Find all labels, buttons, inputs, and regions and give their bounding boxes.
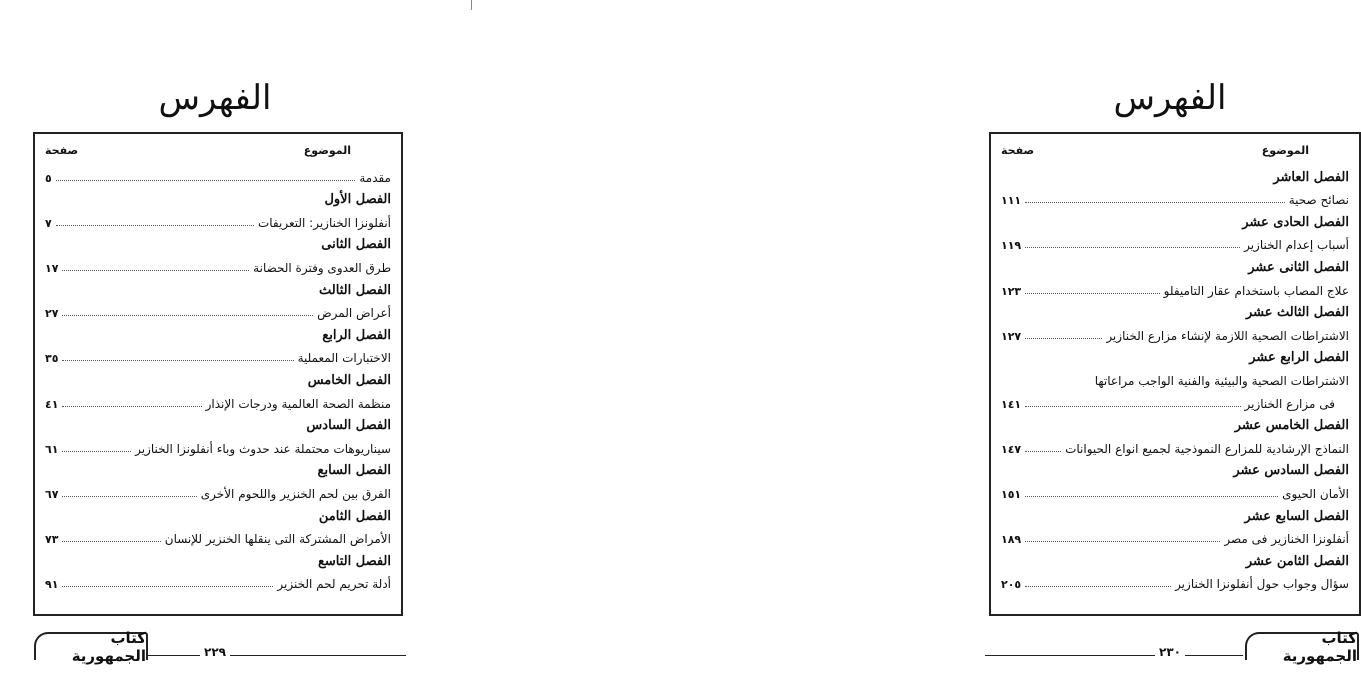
toc-entry: [1001, 569, 1349, 592]
chapter-title: الفصل الحادى عشر: [1242, 214, 1349, 230]
footer-rule: [148, 655, 406, 656]
dot-leader: [62, 315, 313, 316]
dot-leader: [56, 225, 254, 226]
footer-rule: [985, 655, 1243, 656]
entry-page-number: ١٢٧: [1001, 329, 1022, 343]
dot-leader: [1025, 406, 1240, 407]
toc-entry: [45, 388, 391, 411]
toc-entry: [45, 298, 391, 321]
entry-title: أدلة تحريم لحم الخنزير: [277, 577, 391, 592]
chapter-title: الفصل السابع: [317, 463, 391, 479]
entry-title: فى مزارع الخنازير: [1244, 396, 1335, 411]
page-column-header: صفحة: [1001, 143, 1035, 157]
chapter-title: الفصل الثامن عشر: [1245, 553, 1349, 569]
right-page: [475, 0, 1357, 683]
toc-rows: [45, 162, 391, 591]
entry-page-number: ٦١: [45, 442, 59, 456]
entry-page-number: ٢٠٥: [1001, 578, 1022, 592]
toc-entry: [45, 433, 391, 456]
chapter-heading: [1001, 252, 1349, 275]
chapter-heading: [45, 320, 391, 343]
entry-title: طرق العدوى وفترة الحضانة: [253, 260, 391, 275]
entry-title: الاشتراطات الصحية اللازمة لإنشاء مزارع الخنازير: [1106, 328, 1349, 343]
entry-page-number: ١١٩: [1001, 239, 1022, 253]
chapter-title: الفصل العاشر: [1273, 169, 1349, 185]
chapter-title: الفصل الثالث عشر: [1245, 305, 1349, 321]
dot-leader: [1025, 202, 1285, 203]
chapter-heading: [45, 365, 391, 388]
dot-leader: [1025, 496, 1278, 497]
toc-entry: [1001, 230, 1349, 253]
entry-title: النماذج الإرشادية للمزارع النموذجية لجميع انواع الحيوانات: [1065, 441, 1349, 456]
chapter-heading: [1001, 501, 1349, 524]
book-spine: [471, 0, 472, 10]
dot-leader: [62, 586, 273, 587]
page-title: الفهرس: [158, 78, 272, 118]
entry-page-number: ١٨٩: [1001, 533, 1022, 547]
chapter-heading: [45, 185, 391, 208]
toc-box: [33, 132, 403, 616]
entry-title: علاج المصاب باستخدام عقار التاميفلو: [1163, 283, 1349, 298]
entry-title: الاشتراطات الصحية والبيئية والفنية الواجب مراعاتها: [1094, 373, 1349, 388]
toc-entry: [1001, 433, 1349, 456]
entry-title: الاختبارات المعملية: [297, 351, 391, 366]
entry-page-number: ١٧: [45, 261, 59, 275]
entry-page-number: ٥: [45, 171, 52, 185]
entry-title: أسباب إعدام الخنازير: [1244, 238, 1349, 253]
page-column-header: صفحة: [45, 143, 79, 157]
entry-page-number: ١٥١: [1001, 487, 1022, 501]
entry-page-number: ٤١: [45, 397, 59, 411]
topic-column-header: الموضوع: [1261, 143, 1309, 157]
entry-title: سؤال وجواب حول أنفلونزا الخنازير: [1175, 577, 1349, 592]
page-title: الفهرس: [1113, 78, 1227, 118]
entry-page-number: ٧: [45, 216, 52, 230]
left-page: [0, 0, 470, 683]
toc-entry: [1001, 478, 1349, 501]
dot-leader: [62, 270, 249, 271]
entry-title: منظمة الصحة العالمية ودرجات الإنذار: [205, 396, 391, 411]
chapter-heading: [1001, 343, 1349, 366]
chapter-heading: [1001, 298, 1349, 321]
chapter-heading: [45, 411, 391, 434]
chapter-heading: [1001, 546, 1349, 569]
toc-entry: [45, 162, 391, 185]
dot-leader: [62, 541, 160, 542]
chapter-title: الفصل الرابع: [322, 327, 391, 343]
entry-title: سيناريوهات محتملة عند حدوث وباء أنفلونزا الخنازير: [135, 441, 391, 456]
toc-header: [45, 140, 391, 160]
chapter-title: الفصل الخامس عشر: [1234, 418, 1349, 434]
page-number: ٢٣٠: [1155, 645, 1185, 659]
dot-leader: [56, 180, 356, 181]
entry-page-number: ١٤١: [1001, 397, 1022, 411]
chapter-heading: [1001, 456, 1349, 479]
chapter-heading: [1001, 162, 1349, 185]
toc-entry: [45, 343, 391, 366]
entry-page-number: ٢٧: [45, 307, 59, 321]
chapter-heading: [1001, 411, 1349, 434]
chapter-heading: [45, 501, 391, 524]
dot-leader: [1025, 586, 1171, 587]
entry-page-number: ١١١: [1001, 194, 1022, 208]
toc-box: [989, 132, 1361, 616]
dot-leader: [62, 360, 293, 361]
entry-title: الفرق بين لحم الخنزير واللحوم الأخرى: [200, 486, 391, 501]
topic-column-header: الموضوع: [303, 143, 351, 157]
dot-leader: [1025, 247, 1240, 248]
chapter-heading: [45, 230, 391, 253]
dot-leader: [62, 451, 131, 452]
chapter-heading: [45, 275, 391, 298]
chapter-heading: [45, 546, 391, 569]
chapter-title: الفصل الثانى: [321, 237, 391, 253]
chapter-title: الفصل الأول: [324, 192, 391, 208]
entry-page-number: ٧٣: [45, 533, 59, 547]
entry-title: مقدمة: [359, 170, 391, 185]
toc-entry: [1001, 275, 1349, 298]
entry-title: أنفلونزا الخنازير فى مصر: [1224, 532, 1349, 547]
chapter-heading: [1001, 207, 1349, 230]
chapter-title: الفصل السادس: [306, 418, 391, 434]
entry-title: الأمان الحيوى: [1282, 486, 1349, 501]
chapter-title: الفصل الرابع عشر: [1249, 350, 1349, 366]
toc-rows: [1001, 162, 1349, 591]
dot-leader: [1025, 293, 1160, 294]
toc-entry: [1001, 365, 1349, 388]
entry-page-number: ٣٥: [45, 352, 59, 366]
toc-header: [1001, 140, 1349, 160]
toc-entry: [1001, 388, 1349, 411]
entry-title: نصائح صحية: [1288, 193, 1349, 208]
entry-page-number: ٩١: [45, 578, 59, 592]
toc-entry: [45, 478, 391, 501]
entry-title: أعراض المرض: [317, 306, 391, 321]
toc-entry: [1001, 524, 1349, 547]
dot-leader: [1025, 338, 1102, 339]
chapter-title: الفصل الثالث: [319, 282, 391, 298]
entry-page-number: ١٤٧: [1001, 442, 1022, 456]
chapter-title: الفصل التاسع: [317, 553, 391, 569]
entry-page-number: ٦٧: [45, 487, 59, 501]
toc-entry: [45, 252, 391, 275]
toc-entry: [1001, 185, 1349, 208]
entry-title: أنفلونزا الخنازير: التعريفات: [257, 215, 391, 230]
dot-leader: [62, 496, 196, 497]
chapter-title: الفصل الثامن: [318, 508, 391, 524]
page-number: ٢٢٩: [200, 645, 230, 659]
toc-entry: [45, 207, 391, 230]
chapter-title: الفصل السابع عشر: [1244, 508, 1349, 524]
entry-page-number: ١٢٣: [1001, 284, 1022, 298]
dot-leader: [1025, 541, 1220, 542]
toc-entry: [45, 569, 391, 592]
dot-leader: [1025, 451, 1061, 452]
toc-entry: [1001, 320, 1349, 343]
dot-leader: [62, 406, 201, 407]
chapter-heading: [45, 456, 391, 479]
chapter-title: الفصل السادس عشر: [1233, 463, 1349, 479]
chapter-title: الفصل الثانى عشر: [1248, 259, 1349, 275]
toc-entry: [45, 524, 391, 547]
entry-title: الأمراض المشتركة التى ينقلها الخنزير للإنسان: [164, 532, 391, 547]
publisher-badge: كتاب الجمهورية: [1245, 632, 1359, 660]
publisher-badge: كتاب الجمهورية: [34, 632, 148, 660]
chapter-title: الفصل الخامس: [307, 372, 391, 388]
